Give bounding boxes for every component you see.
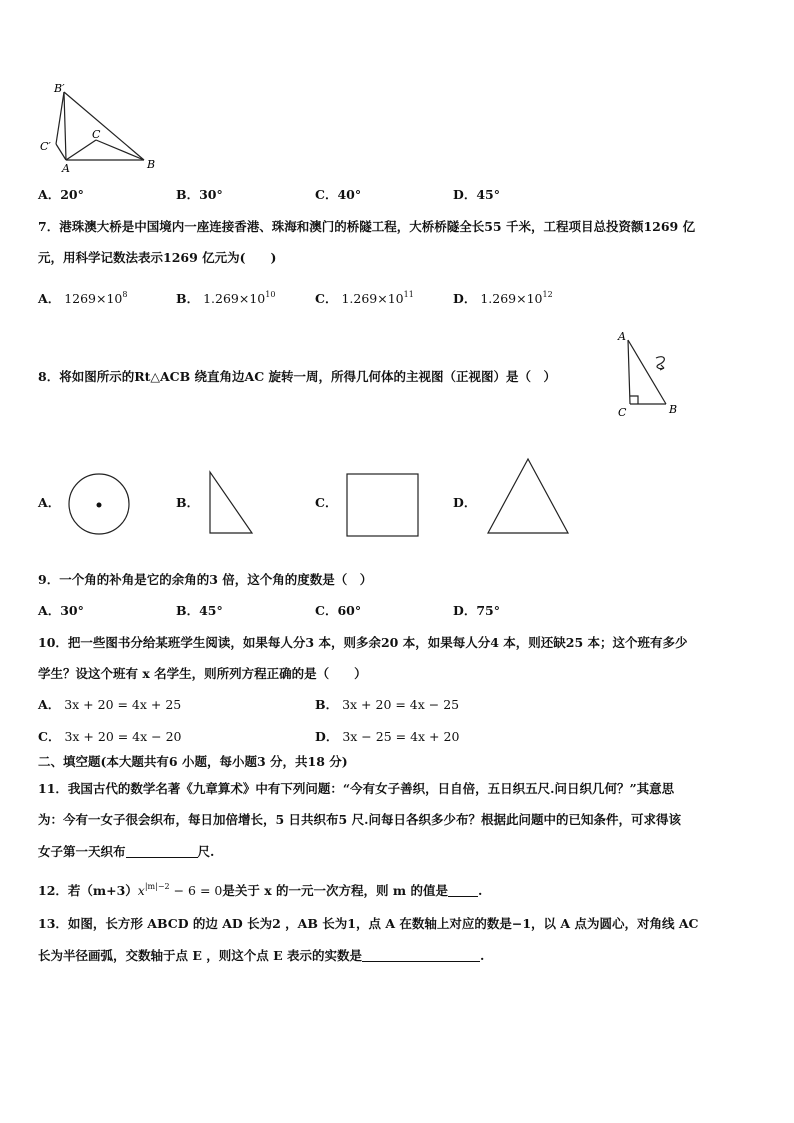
label-c: C [92,128,101,141]
q8-option-c-letter: C． [315,495,338,510]
q7-option-a: A． $1269\times 10^8$ [38,290,128,306]
q13-line2: 长为半径画弧，交数轴于点 E ，则这个点 E 表示的实数是 . [38,948,485,963]
q6-option-a: A．20° [38,187,84,202]
answer-blank[interactable] [362,949,480,962]
q9-option-d: D．75° [453,603,500,618]
label-b: B [147,158,156,171]
q8-option-b-letter: B． [176,495,200,510]
q6-option-d: D．45° [453,187,500,202]
label-b-prime: B′ [54,82,65,95]
q6-option-b: B．30° [176,187,223,202]
isosceles-triangle-option [485,457,571,537]
right-triangle-option [206,470,256,536]
q9-option-c: C．60° [315,603,362,618]
q10-line2: 学生？设这个班有 x 名学生，则所列方程正确的是（ ） [38,666,367,681]
q11-line2: 为：今有一女子很会织布，每日加倍增长，5 日共织布5 尺.问每日各织多少布？根据此问题中的已知条件，可求得该 [38,812,681,827]
q6-option-c: C．40° [315,187,362,202]
q12-text: 12．若$(m+3)x^{|m|-2} - 6 = 0$是关于 x 的一元一次方程，则 m 的值是 . [38,882,483,898]
q9-option-b: B．45° [176,603,223,618]
q8-option-a-letter: A． [38,495,61,510]
q7-line2: 元，用科学记数法表示1269 亿元为( ) [38,250,277,265]
answer-blank[interactable] [448,884,478,897]
q8-text: 8．将如图所示的Rt△ACB 绕直角边AC 旋转一周，所得几何体的主视图（正视图）是（ ） [38,369,557,384]
q7-line1: 7．港珠澳大桥是中国境内一座连接香港、珠海和澳门的桥隧工程，大桥桥隧全长55 千米，工程项目总投资额1269 亿 [38,219,696,234]
triangle-rotation-figure [36,80,166,175]
fig8-label-b: B [669,403,678,416]
q13-line1: 13．如图，长方形 ABCD 的边 AD 长为2 ，AB 长为1，点 A 在数轴上对应的数是−1，以 A 点为圆心，对角线 AC [38,916,699,931]
q11-line3: 女子第一天织布 尺. [38,844,215,859]
q7-option-d: D． $1.269\times 10^{12}$ [453,290,553,306]
q10-option-a: A． 3x + 20 = 4x + 25 [38,697,182,712]
q7-option-b: B． $1.269\times 10^{10}$ [176,290,276,306]
q10-option-b: B． 3x + 20 = 4x − 25 [315,697,460,712]
answer-blank[interactable] [126,845,198,858]
q11-line1: 11．我国古代的数学名著《九章算术》中有下列问题：“今有女子善织，日自倍，五日织五尺.问日织几何？”其意思 [38,781,675,796]
q7-option-c: C． $1.269\times 10^{11}$ [315,290,414,306]
square-option [345,472,421,538]
q9-text: 9．一个角的补角是它的余角的3 倍，这个角的度数是（ ） [38,572,373,587]
section-2-title: 二、填空题(本大题共有6 小题，每小题3 分，共18 分) [38,754,348,769]
fig8-label-c: C [618,406,627,419]
right-triangle-acb-figure [612,328,687,420]
label-c-prime: C′ [40,140,51,153]
fig8-label-a: A [618,330,626,343]
circle-with-center-option [66,471,132,537]
q9-option-a: A．30° [38,603,84,618]
q10-line1: 10．把一些图书分给某班学生阅读，如果每人分3 本，则多余20 本，如果每人分4 本，则还缺25 本；这个班有多少 [38,635,688,650]
q10-option-d: D． 3x − 25 = 4x + 20 [315,729,460,744]
q10-option-c: C． 3x + 20 = 4x − 20 [38,729,182,744]
label-a: A [62,162,70,175]
q8-option-d-letter: D． [453,495,477,510]
